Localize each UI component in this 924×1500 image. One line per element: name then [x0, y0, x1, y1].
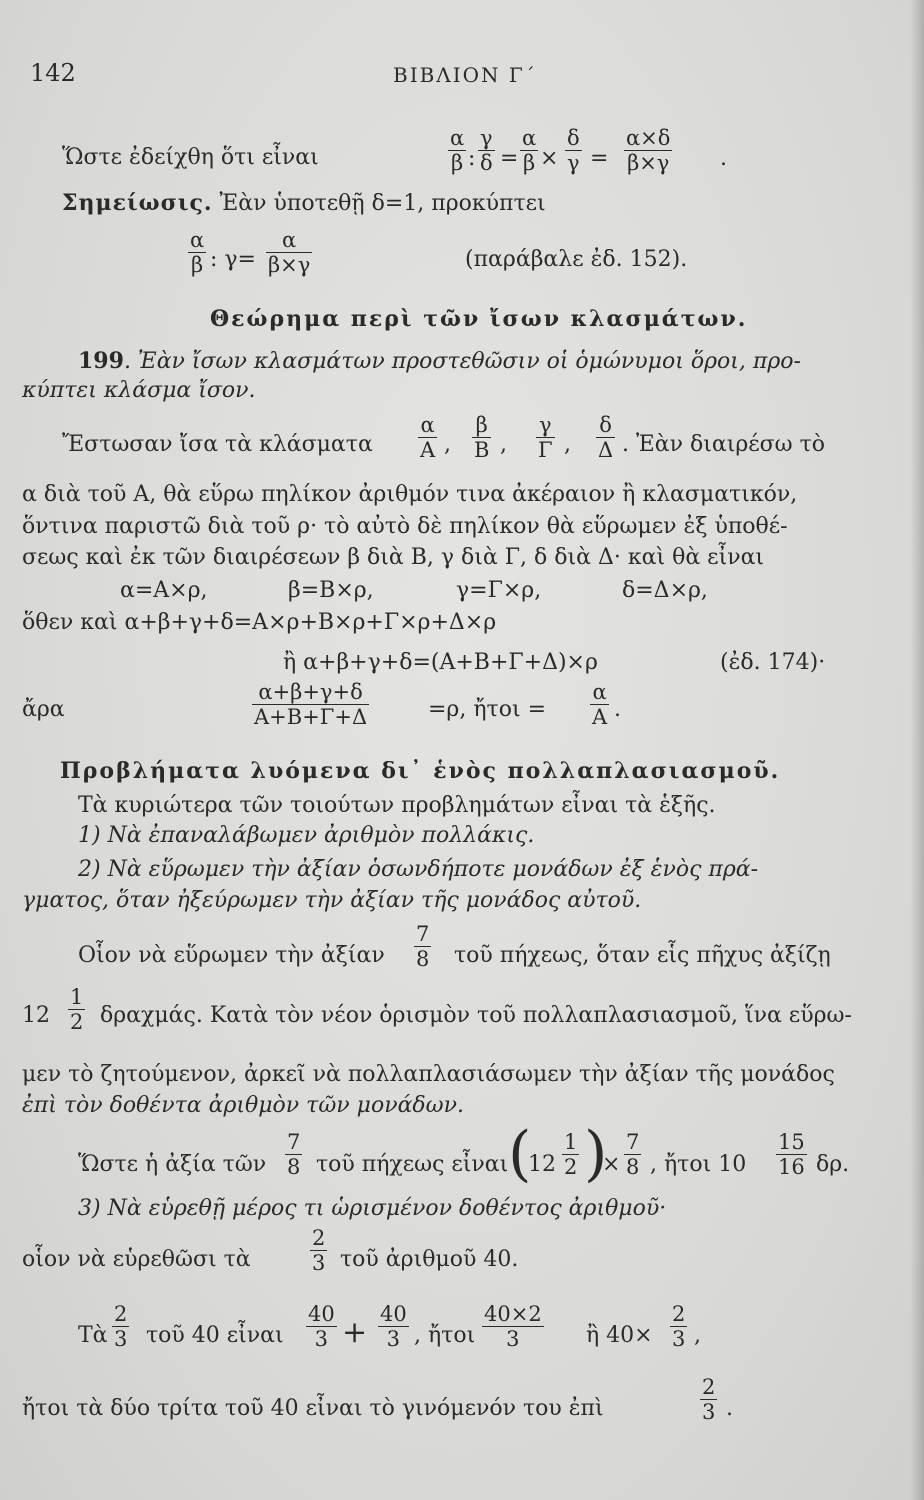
ex7-end: .: [726, 1396, 733, 1421]
eq-ara: ἄρα: [22, 697, 65, 722]
frac-1-2: $\frac{1}{2}$: [70, 985, 84, 1034]
frac-a-A-2: $\frac{\alpha}{A}$: [592, 680, 608, 729]
frac-alpha-beta-2: $\frac{\alpha}{\beta}$: [522, 126, 537, 175]
colon-gamma-eq: : γ=: [210, 247, 256, 272]
eq-ref-174: (ἐδ. 174)·: [720, 650, 826, 675]
remark-text: Ἐὰν ὑποτεθῇ δ=1, προκύπτει: [212, 191, 546, 216]
running-title: ΒΙΒΛΙΟΝ Γ΄: [393, 63, 537, 87]
item-1: 1) Νὰ ἐπαναλάβωμεν ἀριθμὸν πολλάκις.: [78, 823, 535, 848]
para-line-3: σεως καὶ ἐκ τῶν διαιρέσεων β διὰ Β, γ διὰ Γ, δ διὰ Δ· καὶ θὰ εἶναι: [22, 545, 765, 570]
theorem-cont: κύπτει κλάσμα ἴσον.: [22, 378, 256, 403]
ref-152: (παράβαλε ἐδ. 152).: [465, 247, 688, 272]
item-2a: 2) Νὰ εὕρωμεν τὴν ἀξίαν ὁσωνδήποτε μονάδων ἐξ ἑνὸς πρά-: [78, 857, 759, 882]
page-edge-shadow: [910, 0, 924, 1500]
frac-sum: $\frac{\alpha+\beta+\gamma+\delta}{A+B+\Gamma+\Delta}$: [254, 680, 368, 729]
ex6-d: ἢ 40×: [586, 1323, 653, 1348]
frac-2-3-d: $\frac{2}{3}$: [702, 1375, 716, 1424]
para-line-1: α διὰ τοῦ Α, θὰ εὕρω πηλίκον ἀριθμόν τινα ἀκέραιον ἢ κλασματικόν,: [22, 482, 798, 507]
ex4: ἐπὶ τὸν δοθέντα ἀριθμὸν τῶν μονάδων.: [22, 1093, 464, 1118]
eq-gamma: γ=Γ×ρ,: [456, 578, 542, 603]
res-whole: 12: [528, 1152, 556, 1177]
frac-gamma-delta: $\frac{\gamma}{\delta}$: [480, 126, 493, 175]
line-hoste: Ὥστε ἐδείχθη ὅτι εἶναι: [62, 145, 319, 170]
remark-line: [62, 190, 546, 217]
ex6-b: τοῦ 40 εἶναι: [146, 1323, 284, 1348]
comma-3: ,: [564, 432, 571, 457]
eq-delta: δ=Δ×ρ,: [622, 578, 708, 603]
eq-rho: =ρ, ἤτοι =: [428, 697, 547, 722]
ex6-e: ,: [694, 1323, 701, 1348]
frac-alpha-betagamma: $\frac{\alpha}{\beta\times\gamma}$: [268, 228, 311, 277]
eq-or: ἢ α+β+γ+δ=(Α+Β+Γ+Δ)×ρ: [283, 650, 598, 675]
remark-head: Σημείωσις.: [62, 190, 213, 216]
comma-1: ,: [444, 432, 451, 457]
ex1-b: τοῦ πήχεως, ὅταν εἷς πῆχυς ἀξίζῃ: [454, 943, 831, 968]
frac-alpha-beta: $\frac{\alpha}{\beta}$: [450, 126, 465, 175]
problems-intro: Τὰ κυριώτερα τῶν τοιούτων προβλημάτων εἶναι τὰ ἑξῆς.: [78, 793, 716, 818]
ex6-a: Τὰ: [78, 1323, 108, 1348]
frac-2-3-b: $\frac{2}{3}$: [114, 1302, 128, 1351]
left-paren: (: [508, 1119, 532, 1189]
res-times: ×: [602, 1152, 621, 1177]
theorem-text: . Ἐὰν ἴσων κλασμάτων προστεθῶσιν οἱ ὁμώνυμοι ὅροι, προ-: [123, 349, 801, 374]
frac-delta-gamma: $\frac{\delta}{\gamma}$: [567, 126, 580, 175]
eq-sum: ὅθεν καὶ α+β+γ+δ=Α×ρ+Β×ρ+Γ×ρ+Δ×ρ: [22, 610, 497, 635]
frac-b-B: $\frac{\beta}{B}$: [474, 413, 490, 462]
res-b: τοῦ πήχεως εἶναι: [316, 1152, 509, 1177]
frac-d-D: $\frac{\delta}{\Delta}$: [598, 413, 614, 462]
dot: .: [720, 146, 727, 171]
frac-a-A: $\frac{\alpha}{A}$: [420, 413, 436, 462]
theorem-199: [78, 348, 801, 375]
para-line-2: ὅντινα παριστῶ διὰ τοῦ ρ· τὸ αὐτὸ δὲ πηλίκον θὰ εὕρωμεν ἐξ ὑποθέ-: [22, 514, 788, 539]
item-2b: γματος, ὅταν ἠξεύρωμεν τὴν ἀξίαν τῆς μονάδος αὐτοῦ.: [22, 888, 642, 913]
frac-40x2-3: $\frac{40\times 2}{3}$: [484, 1302, 542, 1351]
ex2-whole: 12: [22, 1003, 50, 1028]
equals: =: [500, 146, 519, 171]
frac-7-8: $\frac{7}{8}$: [416, 922, 430, 971]
ex6-plus: +: [342, 1315, 368, 1350]
res-a: Ὥστε ἡ ἀξία τῶν: [78, 1152, 267, 1177]
ex5-b: τοῦ ἀριθμοῦ 40.: [340, 1247, 519, 1272]
item-3: 3) Νὰ εὑρεθῇ μέρος τι ὡρισμένον δοθέντος ἀριθμοῦ·: [78, 1196, 667, 1221]
if-divide: . Ἐὰν διαιρέσω τὸ: [622, 432, 826, 457]
eq-beta: β=Β×ρ,: [288, 578, 374, 603]
frac-c-C: $\frac{\gamma}{\Gamma}$: [538, 413, 553, 462]
theorem-title: Θεώρημα περὶ τῶν ἴσων κλασμάτων.: [210, 306, 748, 332]
ex6-c: , ἤτοι: [414, 1323, 476, 1348]
frac-40-3: $\frac{40}{3}$: [308, 1302, 335, 1351]
res-c: , ἤτοι 10: [650, 1152, 747, 1177]
ex5-a: οἷον νὰ εὑρεθῶσι τὰ: [22, 1247, 251, 1272]
frac-15-16: $\frac{15}{16}$: [778, 1130, 805, 1179]
ex7-a: ἤτοι τὰ δύο τρίτα τοῦ 40 εἶναι τὸ γινόμενόν του ἐπὶ: [22, 1396, 604, 1421]
ex3: μεν τὸ ζητούμενον, ἀρκεῖ νὰ πολλαπλασιάσωμεν τὴν ἀξίαν τῆς μονάδος: [22, 1062, 835, 1087]
let-fractions: Ἔστωσαν ἴσα τὰ κλάσματα: [62, 432, 373, 457]
page-number: 142: [30, 59, 76, 87]
frac-40-3-b: $\frac{40}{3}$: [380, 1302, 407, 1351]
frac-1-2-2: $\frac{1}{2}$: [564, 1130, 578, 1179]
frac-2-3-c: $\frac{2}{3}$: [672, 1302, 686, 1351]
ex1-a: Οἷον νὰ εὕρωμεν τὴν ἀξίαν: [78, 943, 385, 968]
theorem-number: 199: [78, 348, 124, 374]
equals-2: =: [590, 146, 609, 171]
ex2-text: δραχμάς. Κατὰ τὸν νέον ὁρισμὸν τοῦ πολλαπλασιασμοῦ, ἵνα εὕρω-: [100, 1003, 852, 1028]
eq-end: .: [614, 697, 621, 722]
res-d: δρ.: [816, 1152, 850, 1177]
right-paren: ): [584, 1119, 608, 1189]
comma-2: ,: [500, 432, 507, 457]
colon: :: [468, 146, 476, 171]
frac-2-3: $\frac{2}{3}$: [312, 1226, 326, 1275]
eq-alpha: α=Α×ρ,: [120, 578, 208, 603]
frac-7-8-2: $\frac{7}{8}$: [287, 1130, 301, 1179]
frac-result: $\frac{\alpha\times\delta}{\beta\times\gamma}$: [626, 126, 671, 175]
frac-7-8-3: $\frac{7}{8}$: [626, 1130, 640, 1179]
times: ×: [540, 146, 559, 171]
problems-title: Προβλήματα λυόμενα δι᾽ ἑνὸς πολλαπλασιασμοῦ.: [60, 758, 781, 784]
frac-alpha-beta-3: $\frac{\alpha}{\beta}$: [190, 228, 205, 277]
